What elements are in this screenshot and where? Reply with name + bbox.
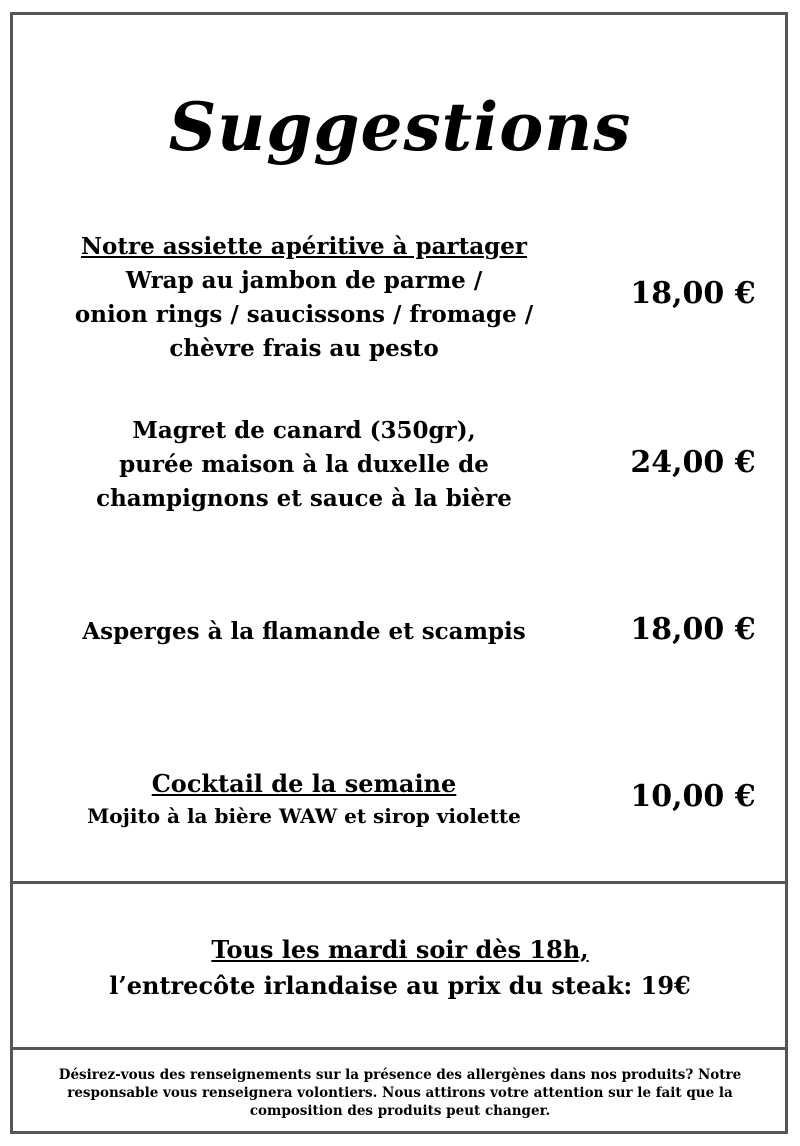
menu-item-heading: Notre assiette apéritive à partager xyxy=(80,233,528,260)
allergen-note xyxy=(40,1066,760,1120)
promo-text: l’entrecôte irlandaise au prix du steak: 19€ xyxy=(109,971,691,1000)
section-divider xyxy=(10,1047,788,1050)
menu-item-line: Magret de canard (350gr), xyxy=(132,417,476,444)
menu-item xyxy=(30,615,578,649)
section-divider xyxy=(10,881,788,884)
menu-item xyxy=(30,414,578,516)
menu-item-line: Wrap au jambon de parme / xyxy=(125,267,483,294)
menu-item-price: 18,00 € xyxy=(630,276,756,311)
menu-item-price: 24,00 € xyxy=(630,445,756,480)
menu-item-line: champignons et sauce à la bière xyxy=(96,485,512,512)
promo-heading: Tous les mardi soir dès 18h, xyxy=(211,935,589,964)
menu-item-line: onion rings / saucissons / fromage / xyxy=(74,301,534,328)
allergen-note-line: Désirez-vous des renseignements sur la présence des allergènes dans nos produits? Notre xyxy=(58,1067,742,1083)
menu-item-price: 10,00 € xyxy=(630,779,756,814)
allergen-note-line: composition des produits peut changer. xyxy=(249,1103,551,1119)
menu-item-line: Mojito à la bière WAW et sirop violette xyxy=(87,804,521,828)
menu-item-price: 18,00 € xyxy=(630,612,756,647)
menu-title: Suggestions xyxy=(168,88,632,166)
menu-item-line: purée maison à la duxelle de xyxy=(119,451,489,478)
menu-item xyxy=(30,230,578,366)
allergen-note-line: responsable vous renseignera volontiers. Nous attirons votre attention sur le fait que la xyxy=(67,1085,733,1101)
menu-item xyxy=(30,767,578,831)
weekly-promo xyxy=(20,932,780,1004)
menu-item-line: Asperges à la flamande et scampis xyxy=(82,618,526,645)
menu-item-heading: Cocktail de la semaine xyxy=(151,769,457,798)
menu-item-line: chèvre frais au pesto xyxy=(169,335,439,362)
